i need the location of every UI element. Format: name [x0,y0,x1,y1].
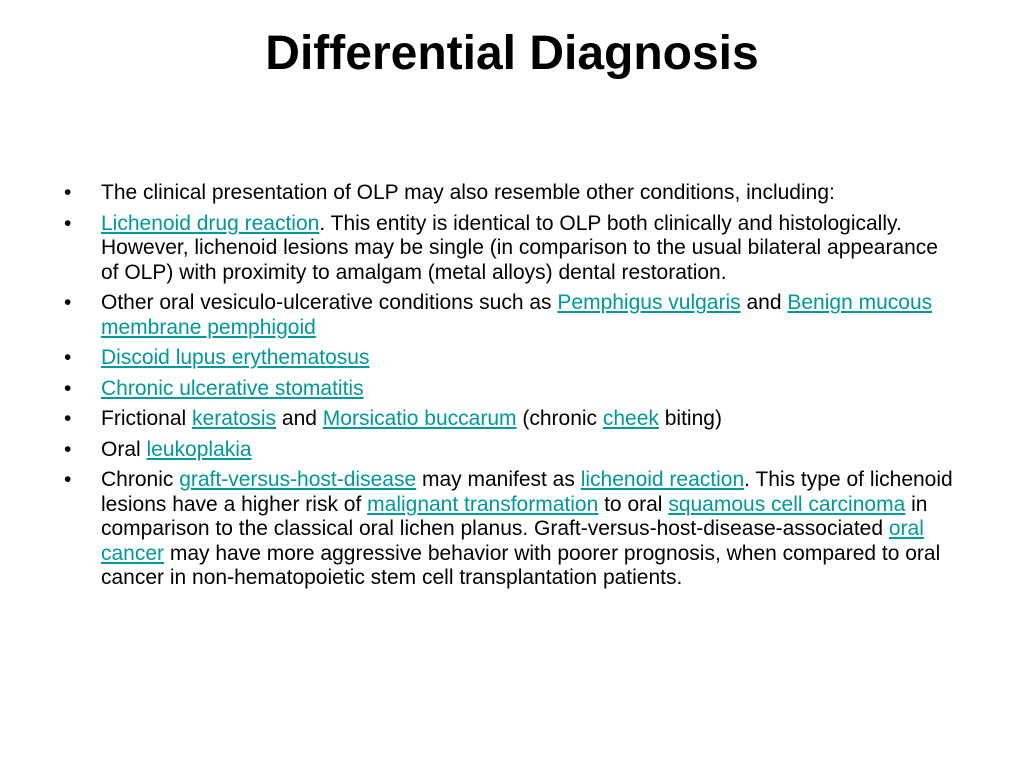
bullet-item [64,468,960,591]
bullet-text: in comparison to the classical oral lichen planus. Graft-versus-host-disease-associated [101,492,928,540]
bullet-link[interactable]: oral cancer [101,517,924,565]
bullet-text: . This entity is identical to OLP both clinically and histologically. However, lichenoid lesions may be single (in comparison to the usual bilateral appearance of OLP) with proximity to amalgam (metal alloys) dental restoration. [101,211,938,284]
bullet-list [64,181,960,597]
bullet-item [64,407,960,432]
bullet-link[interactable]: Pemphigus vulgaris [557,291,741,314]
bullet-text: Chronic [101,468,180,491]
bullet-text: may have more aggressive behavior with poorer prognosis, when compared to oral cancer in non-hematopoietic stem cell transplantation patients. [101,541,941,589]
bullet-item [64,181,960,206]
bullet-link[interactable]: keratosis [192,407,277,430]
bullet-text: and [276,407,323,430]
bullet-marker: • [64,211,72,235]
bullet-link[interactable]: graft-versus-host-disease [179,468,417,491]
bullet-text: to oral [598,492,669,516]
bullet-link[interactable]: malignant transformation [367,492,599,516]
bullet-link[interactable]: Lichenoid drug reaction [101,211,320,235]
bullet-item [64,438,960,463]
bullet-link[interactable]: leukoplakia [146,437,252,461]
bullet-link[interactable]: Chronic ulcerative stomatitis [101,376,364,400]
bullet-text: biting) [658,407,722,430]
bullet-text: and [740,291,788,314]
slide-title: Differential Diagnosis [265,27,759,80]
bullet-item [64,212,960,286]
bullet-link[interactable]: cheek [602,407,659,430]
bullet-marker: • [64,181,72,204]
bullet-marker: • [64,346,72,369]
bullet-text: . This type of lichenoid lesions have a higher risk of [101,468,953,516]
bullet-text: Oral [101,437,147,461]
bullet-link[interactable]: Benign mucous membrane pemphigoid [101,291,933,339]
bullet-marker: • [64,468,72,491]
bullet-text: may manifest as [416,468,581,491]
bullet-link[interactable]: Morsicatio buccarum [322,407,517,430]
bullet-marker: • [64,437,72,461]
bullet-text: Other oral vesiculo-ulcerative conditions such as [101,291,558,314]
bullet-link[interactable]: lichenoid reaction [580,468,745,491]
bullet-item [64,377,960,402]
bullet-link[interactable]: Discoid lupus erythematosus [101,346,370,369]
bullet-marker: • [64,407,72,430]
bullet-item [64,291,960,340]
bullet-text: (chronic [516,407,603,430]
bullet-link[interactable]: squamous cell carcinoma [668,492,906,516]
bullet-text: The clinical presentation of OLP may also resemble other conditions, including: [101,181,835,204]
bullet-item [64,346,960,371]
bullet-text: Frictional [101,407,193,430]
bullet-marker: • [64,291,72,314]
bullet-marker: • [64,376,72,400]
